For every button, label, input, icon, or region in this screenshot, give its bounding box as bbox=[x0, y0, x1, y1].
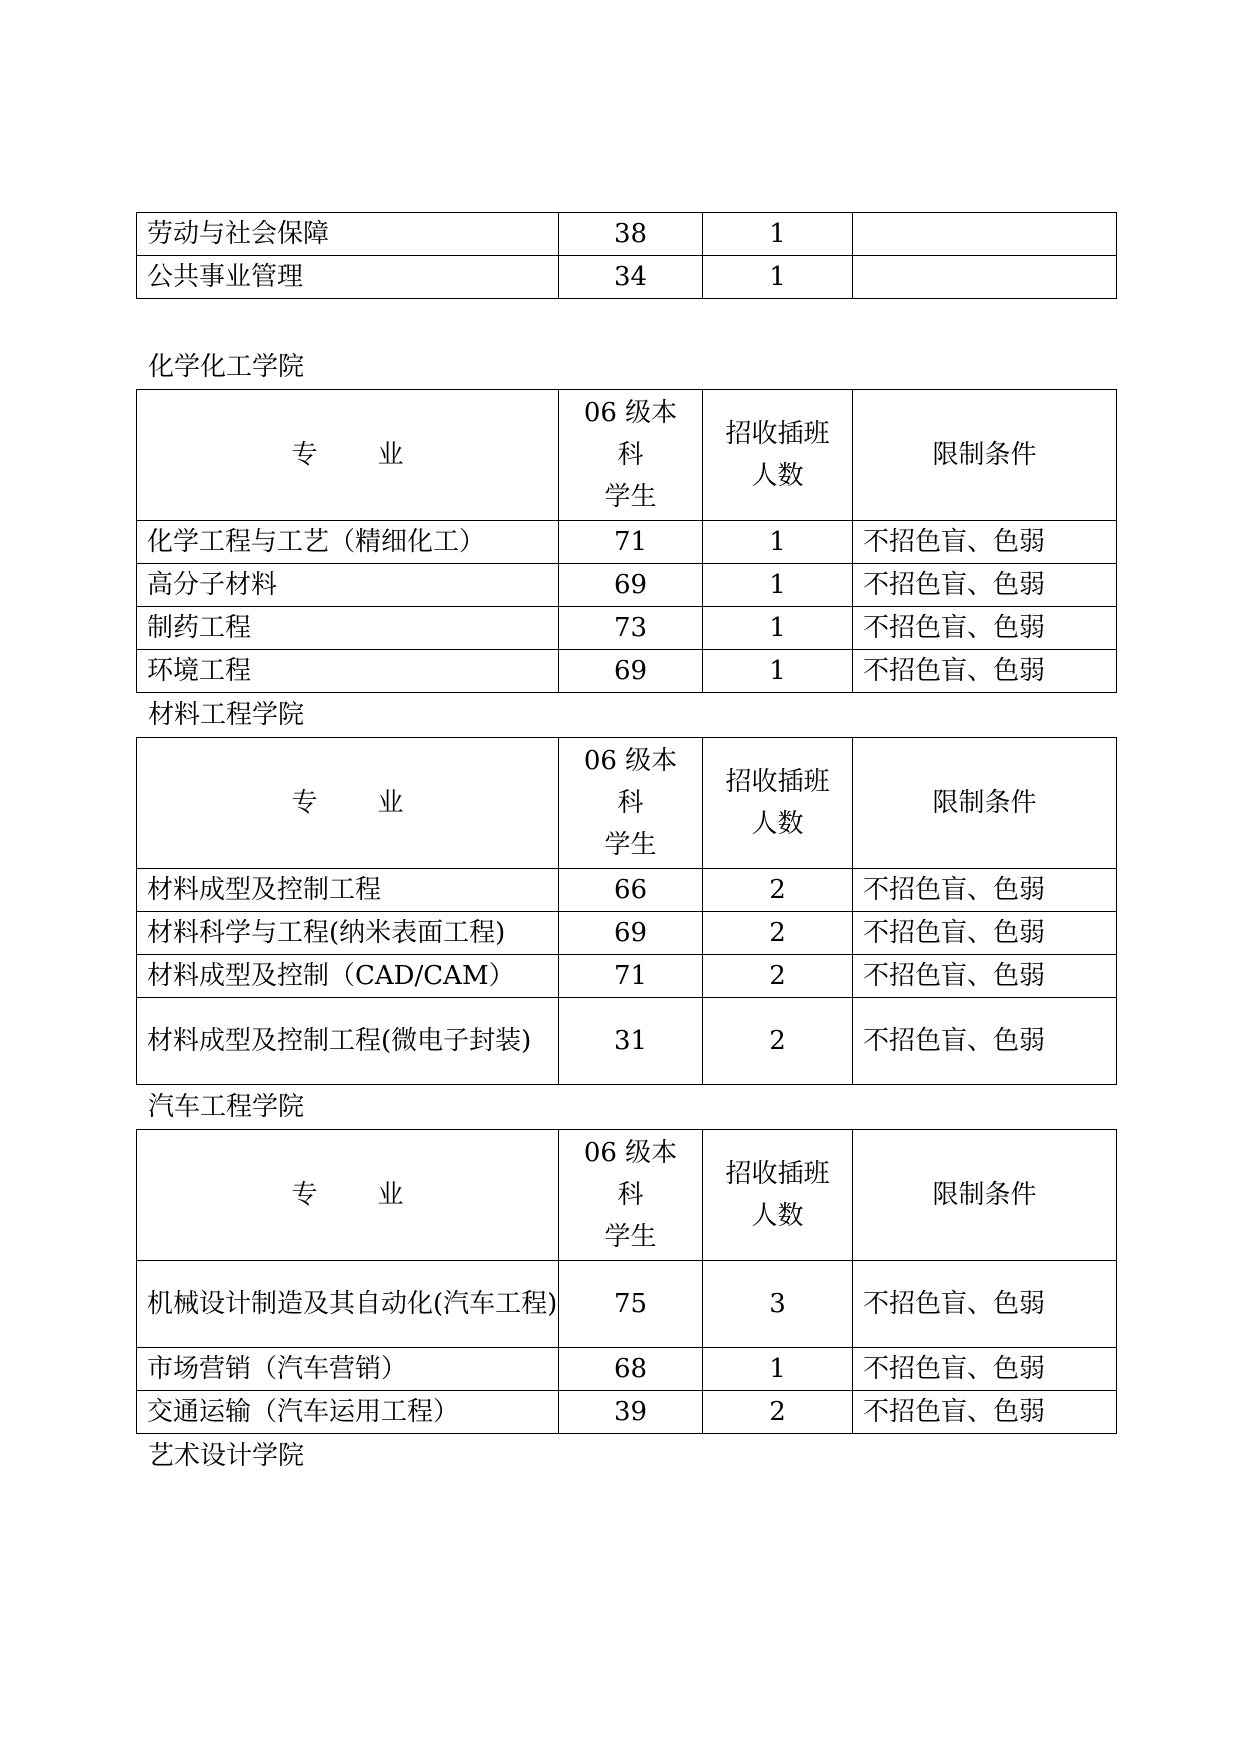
condition-cell: 不招色盲、色弱 bbox=[853, 998, 1117, 1085]
students-cell: 34 bbox=[559, 256, 703, 299]
header-major: 专 业 bbox=[137, 738, 559, 869]
major-cell: 交通运输（汽车运用工程） bbox=[137, 1391, 559, 1434]
major-cell: 市场营销（汽车营销） bbox=[137, 1348, 559, 1391]
quota-cell: 1 bbox=[703, 650, 853, 693]
students-cell: 75 bbox=[559, 1261, 703, 1348]
header-students: 06 级本 科 学生 bbox=[559, 738, 703, 869]
students-cell: 66 bbox=[559, 869, 703, 912]
students-cell: 39 bbox=[559, 1391, 703, 1434]
table-row bbox=[137, 1348, 1117, 1391]
major-cell: 劳动与社会保障 bbox=[137, 213, 559, 256]
section-table bbox=[136, 737, 1117, 1085]
condition-cell: 不招色盲、色弱 bbox=[853, 564, 1117, 607]
header-quota: 招收插班 人数 bbox=[703, 390, 853, 521]
table-row bbox=[137, 213, 1117, 256]
header-condition: 限制条件 bbox=[853, 390, 1117, 521]
section-title: 艺术设计学院 bbox=[148, 1441, 305, 1471]
condition-cell: 不招色盲、色弱 bbox=[853, 955, 1117, 998]
major-cell: 材料科学与工程(纳米表面工程) bbox=[137, 912, 559, 955]
header-condition: 限制条件 bbox=[853, 1130, 1117, 1261]
students-cell: 69 bbox=[559, 564, 703, 607]
major-cell: 化学工程与工艺（精细化工） bbox=[137, 521, 559, 564]
section-title: 材料工程学院 bbox=[148, 700, 305, 730]
major-cell: 环境工程 bbox=[137, 650, 559, 693]
header-students: 06 级本 科 学生 bbox=[559, 390, 703, 521]
quota-cell: 1 bbox=[703, 564, 853, 607]
major-cell: 材料成型及控制工程 bbox=[137, 869, 559, 912]
table-row bbox=[137, 1391, 1117, 1434]
condition-cell bbox=[853, 256, 1117, 299]
section-title: 化学化工学院 bbox=[148, 352, 305, 382]
table-row bbox=[137, 998, 1117, 1085]
section-table bbox=[136, 389, 1117, 693]
table-row bbox=[137, 1261, 1117, 1348]
top-table bbox=[136, 212, 1117, 299]
students-cell: 38 bbox=[559, 213, 703, 256]
quota-cell: 2 bbox=[703, 955, 853, 998]
quota-cell: 1 bbox=[703, 213, 853, 256]
header-students: 06 级本 科 学生 bbox=[559, 1130, 703, 1261]
header-major: 专 业 bbox=[137, 390, 559, 521]
condition-cell: 不招色盲、色弱 bbox=[853, 650, 1117, 693]
students-cell: 69 bbox=[559, 912, 703, 955]
section-title: 汽车工程学院 bbox=[148, 1092, 305, 1122]
section-table bbox=[136, 1129, 1117, 1434]
students-cell: 71 bbox=[559, 521, 703, 564]
condition-cell: 不招色盲、色弱 bbox=[853, 1391, 1117, 1434]
students-cell: 68 bbox=[559, 1348, 703, 1391]
table-row bbox=[137, 607, 1117, 650]
header-major: 专 业 bbox=[137, 1130, 559, 1261]
header-condition: 限制条件 bbox=[853, 738, 1117, 869]
condition-cell: 不招色盲、色弱 bbox=[853, 912, 1117, 955]
students-cell: 71 bbox=[559, 955, 703, 998]
table-row bbox=[137, 521, 1117, 564]
table-row bbox=[137, 256, 1117, 299]
quota-cell: 1 bbox=[703, 256, 853, 299]
major-cell: 公共事业管理 bbox=[137, 256, 559, 299]
quota-cell: 2 bbox=[703, 998, 853, 1085]
condition-cell bbox=[853, 213, 1117, 256]
major-cell: 制药工程 bbox=[137, 607, 559, 650]
header-row bbox=[137, 390, 1117, 521]
quota-cell: 1 bbox=[703, 607, 853, 650]
table-row bbox=[137, 650, 1117, 693]
major-cell: 材料成型及控制工程(微电子封装) bbox=[137, 998, 559, 1085]
students-cell: 73 bbox=[559, 607, 703, 650]
table-row bbox=[137, 869, 1117, 912]
header-quota: 招收插班 人数 bbox=[703, 1130, 853, 1261]
document-page bbox=[136, 212, 1116, 1478]
header-row bbox=[137, 738, 1117, 869]
quota-cell: 3 bbox=[703, 1261, 853, 1348]
quota-cell: 2 bbox=[703, 1391, 853, 1434]
condition-cell: 不招色盲、色弱 bbox=[853, 521, 1117, 564]
table-row bbox=[137, 955, 1117, 998]
students-cell: 31 bbox=[559, 998, 703, 1085]
major-cell: 高分子材料 bbox=[137, 564, 559, 607]
header-quota: 招收插班 人数 bbox=[703, 738, 853, 869]
students-cell: 69 bbox=[559, 650, 703, 693]
table-row bbox=[137, 564, 1117, 607]
quota-cell: 1 bbox=[703, 1348, 853, 1391]
condition-cell: 不招色盲、色弱 bbox=[853, 869, 1117, 912]
quota-cell: 1 bbox=[703, 521, 853, 564]
table-row bbox=[137, 912, 1117, 955]
condition-cell: 不招色盲、色弱 bbox=[853, 1261, 1117, 1348]
condition-cell: 不招色盲、色弱 bbox=[853, 1348, 1117, 1391]
major-cell: 材料成型及控制（CAD/CAM） bbox=[137, 955, 559, 998]
quota-cell: 2 bbox=[703, 869, 853, 912]
quota-cell: 2 bbox=[703, 912, 853, 955]
major-cell: 机械设计制造及其自动化(汽车工程) bbox=[137, 1261, 559, 1348]
header-row bbox=[137, 1130, 1117, 1261]
condition-cell: 不招色盲、色弱 bbox=[853, 607, 1117, 650]
